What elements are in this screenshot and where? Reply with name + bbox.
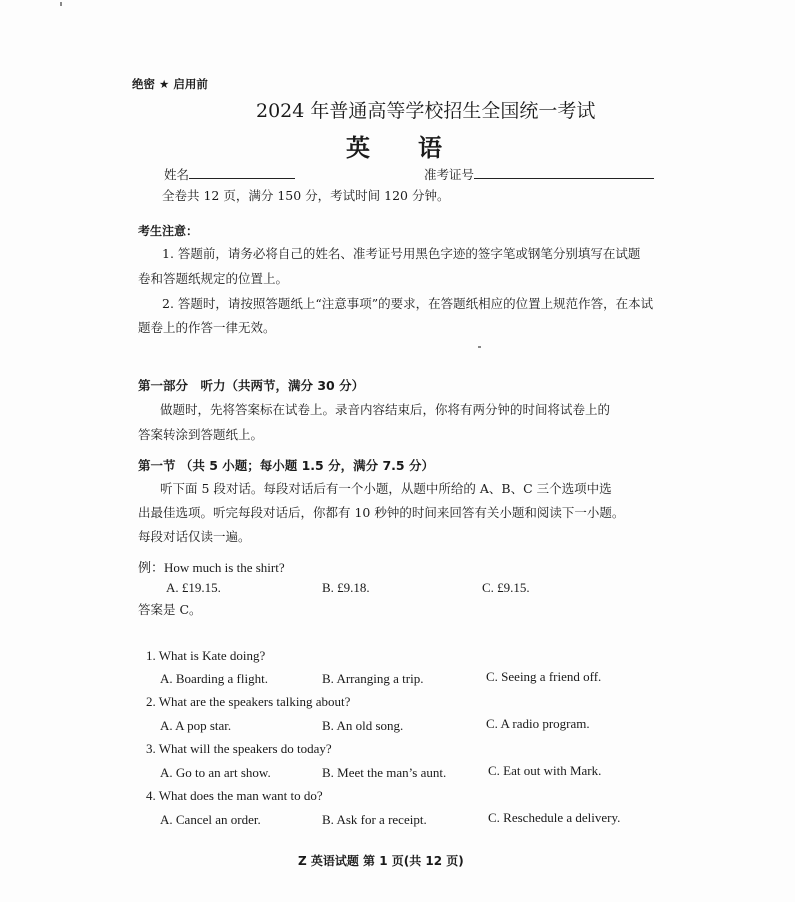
question-4-option-c: C. Reschedule a delivery. <box>488 810 621 825</box>
scan-mark <box>60 2 62 6</box>
question-3-option-b: B. Meet the man’s aunt. <box>322 765 447 780</box>
question-4-option-a: A. Cancel an order. <box>160 812 261 827</box>
question-2-option-a: A. A pop star. <box>160 718 232 733</box>
question-2: 2. What are the speakers talking about? <box>146 694 351 709</box>
name-label: 姓名 <box>164 167 190 182</box>
question-3-option-c: C. Eat out with Mark. <box>488 763 602 778</box>
notes-heading: 考生注意： <box>138 224 199 238</box>
question-1-option-b: B. Arranging a trip. <box>322 671 424 686</box>
confidential-label: 绝密 ★ 启用前 <box>132 77 208 91</box>
id-label: 准考证号 <box>424 167 475 182</box>
part1-heading: 第一部分 听力（共两节，满分 30 分） <box>138 378 365 393</box>
exam-summary: 全卷共 12 页，满分 150 分，考试时间 120 分钟。 <box>162 188 450 203</box>
page-footer: Z 英语试题 第 1 页(共 12 页) <box>298 854 464 868</box>
question-3: 3. What will the speakers do today? <box>146 741 332 756</box>
example-option-a: A. £19.15. <box>166 580 221 595</box>
question-1-option-c: C. Seeing a friend off. <box>486 669 602 684</box>
name-field[interactable] <box>164 164 295 183</box>
section1-instr-line-1: 听下面 5 段对话。每段对话后有一个小题，从题中所给的 A、B、C 三个选项中选 <box>160 481 612 496</box>
question-2-option-c: C. A radio program. <box>486 716 590 731</box>
question-3-option-a: A. Go to an art show. <box>160 765 271 780</box>
part1-intro-line-1: 做题时，先将答案标在试卷上。录音内容结束后，你将有两分钟的时间将试卷上的 <box>160 402 611 417</box>
note-1-line-1: 1. 答题前，请务必将自己的姓名、准考证号用黑色字迹的签字笔或钢笔分别填写在试题 <box>162 246 641 261</box>
note-2-line-2: 题卷上的作答一律无效。 <box>138 320 276 335</box>
exam-title: 2024 年普通高等学校招生全国统一考试 <box>256 100 596 122</box>
section1-heading: 第一节 （共 5 小题；每小题 1.5 分，满分 7.5 分） <box>138 458 434 473</box>
scan-mark <box>478 346 481 348</box>
question-1: 1. What is Kate doing? <box>146 648 266 663</box>
example-answer: 答案是 C。 <box>138 602 202 617</box>
id-blank[interactable] <box>474 164 654 179</box>
example-option-c: C. £9.15. <box>482 580 530 595</box>
question-2-option-b: B. An old song. <box>322 718 404 733</box>
question-4-option-b: B. Ask for a receipt. <box>322 812 427 827</box>
note-1-line-2: 卷和答题纸规定的位置上。 <box>138 271 289 286</box>
id-field[interactable] <box>424 164 654 183</box>
example-option-b: B. £9.18. <box>322 580 370 595</box>
subject-title: 英 语 <box>346 134 442 162</box>
name-blank[interactable] <box>189 164 295 179</box>
note-2-line-1: 2. 答题时，请按照答题纸上“注意事项”的要求，在答题纸相应的位置上规范作答，在本试 <box>162 296 654 311</box>
section1-instr-line-3: 每段对话仅读一遍。 <box>138 529 251 544</box>
part1-intro-line-2: 答案转涂到答题纸上。 <box>138 427 264 442</box>
example-question: 例：How much is the shirt? <box>138 560 285 575</box>
section1-instr-line-2: 出最佳选项。听完每段对话后，你都有 10 秒钟的时间来回答有关小题和阅读下一小题。 <box>138 505 625 520</box>
question-4: 4. What does the man want to do? <box>146 788 323 803</box>
question-1-option-a: A. Boarding a flight. <box>160 671 268 686</box>
